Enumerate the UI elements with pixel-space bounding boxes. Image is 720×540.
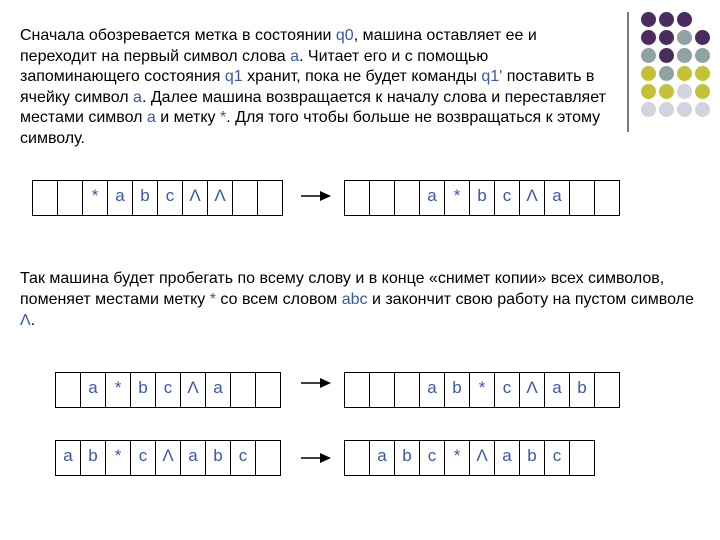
highlighted-term: a bbox=[146, 109, 156, 126]
tape-cell: b bbox=[205, 440, 231, 476]
decorative-dot bbox=[659, 30, 674, 45]
tape-cell bbox=[232, 180, 258, 216]
tape-cell bbox=[569, 180, 595, 216]
decorative-dot bbox=[677, 84, 692, 99]
tape-cell: b bbox=[132, 180, 158, 216]
decorative-dot bbox=[659, 102, 674, 117]
decorative-dot bbox=[659, 66, 674, 81]
text-segment: и метку bbox=[155, 109, 220, 126]
tape-cell: Λ bbox=[519, 180, 545, 216]
tape-cell: * bbox=[444, 180, 470, 216]
decorative-dot bbox=[677, 102, 692, 117]
highlighted-term: * bbox=[219, 109, 227, 126]
tape-cell: Λ bbox=[519, 372, 545, 408]
paragraph-intro bbox=[20, 26, 610, 149]
tape-cell bbox=[594, 180, 620, 216]
tape-cell: * bbox=[105, 440, 131, 476]
text-segment: . bbox=[30, 312, 36, 329]
tape-cell bbox=[344, 440, 370, 476]
tape-cell: a bbox=[369, 440, 395, 476]
decorative-dot bbox=[695, 84, 710, 99]
decorative-dot bbox=[677, 30, 692, 45]
arrow-right-icon bbox=[300, 188, 332, 204]
tape-cell bbox=[344, 372, 370, 408]
decorative-dot bbox=[677, 66, 692, 81]
text-segment: со всем словом bbox=[215, 291, 342, 308]
highlighted-term: Λ bbox=[20, 312, 31, 329]
tape-cell: * bbox=[444, 440, 470, 476]
highlighted-term: q0 bbox=[335, 27, 354, 44]
decorative-dot bbox=[641, 102, 656, 117]
tape-cell bbox=[369, 372, 395, 408]
arrow-right-icon bbox=[300, 450, 332, 466]
tape-cell: a bbox=[544, 180, 570, 216]
tape-cell: b bbox=[569, 372, 595, 408]
tape-cell: * bbox=[469, 372, 495, 408]
tape-cell: b bbox=[394, 440, 420, 476]
tape-cell: Λ bbox=[207, 180, 233, 216]
tape-cell: * bbox=[82, 180, 108, 216]
tape-row1-after bbox=[344, 180, 620, 216]
decorative-dot bbox=[641, 66, 656, 81]
decorative-dot bbox=[695, 30, 710, 45]
tape-row3-after bbox=[344, 440, 595, 476]
tape-cell: a bbox=[419, 372, 445, 408]
tape-cell: * bbox=[105, 372, 131, 408]
decorative-dot bbox=[659, 84, 674, 99]
tape-cell: c bbox=[230, 440, 256, 476]
tape-cell: Λ bbox=[182, 180, 208, 216]
tape-row2-before bbox=[55, 372, 281, 408]
text-segment: поставить в ячейку символ bbox=[20, 68, 595, 106]
tape-row3-before bbox=[55, 440, 281, 476]
decorative-dot bbox=[677, 12, 692, 27]
decorative-dot bbox=[695, 48, 710, 63]
text-segment: Так машина будет пробегать по всему слову и в конце «снимет копии» всех символов, поменяет местами метку bbox=[20, 270, 665, 308]
paragraph-summary bbox=[20, 268, 700, 331]
tape-cell bbox=[55, 372, 81, 408]
decorative-dot bbox=[641, 30, 656, 45]
decorative-dot bbox=[695, 12, 710, 27]
text-segment: Сначала обозревается метка в состоянии bbox=[20, 27, 336, 44]
tape-cell: a bbox=[205, 372, 231, 408]
tape-row1-before bbox=[32, 180, 283, 216]
tape-cell: a bbox=[419, 180, 445, 216]
tape-cell bbox=[369, 180, 395, 216]
tape-cell bbox=[569, 440, 595, 476]
arrow-right-icon bbox=[300, 375, 332, 391]
highlighted-term: abc bbox=[341, 291, 368, 308]
tape-cell bbox=[230, 372, 256, 408]
tape-cell: a bbox=[180, 440, 206, 476]
tape-cell: a bbox=[107, 180, 133, 216]
highlighted-term: * bbox=[209, 291, 216, 308]
decorative-dot bbox=[695, 102, 710, 117]
text-segment: . Далее машина возвращается к началу слова и переставляет местами символ bbox=[20, 88, 606, 126]
highlighted-term: a bbox=[133, 88, 142, 106]
tape-cell: a bbox=[80, 372, 106, 408]
tape-cell bbox=[255, 372, 281, 408]
tape-cell: a bbox=[55, 440, 81, 476]
tape-row2-after bbox=[344, 372, 620, 408]
tape-cell: a bbox=[544, 372, 570, 408]
tape-cell: c bbox=[494, 180, 520, 216]
tape-cell: c bbox=[155, 372, 181, 408]
tape-cell bbox=[394, 372, 420, 408]
decorative-dot bbox=[695, 66, 710, 81]
tape-cell: c bbox=[157, 180, 183, 216]
tape-cell: b bbox=[80, 440, 106, 476]
tape-cell bbox=[57, 180, 83, 216]
text-segment: , машина оставляет ее и переходит на первый символ слова bbox=[20, 27, 537, 65]
tape-cell bbox=[257, 180, 283, 216]
tape-cell: c bbox=[544, 440, 570, 476]
text-segment: и закончит свою работу на пустом символе bbox=[367, 291, 694, 308]
tape-cell: Λ bbox=[155, 440, 181, 476]
decorative-dot bbox=[659, 48, 674, 63]
tape-cell bbox=[255, 440, 281, 476]
highlighted-term: q1 bbox=[224, 68, 243, 85]
highlighted-term: q1' bbox=[481, 68, 503, 85]
highlighted-term: a bbox=[290, 47, 300, 65]
tape-cell bbox=[32, 180, 58, 216]
tape-cell: b bbox=[519, 440, 545, 476]
tape-cell bbox=[594, 372, 620, 408]
text-segment: . Читает его и с помощью запоминающего состояния bbox=[20, 47, 489, 85]
tape-cell: c bbox=[494, 372, 520, 408]
tape-cell bbox=[344, 180, 370, 216]
text-segment: хранит, пока не будет команды bbox=[242, 68, 482, 85]
tape-cell: c bbox=[419, 440, 445, 476]
text-segment: . Для того чтобы больше не возвращаться к этому символу. bbox=[20, 109, 601, 147]
decorative-dot bbox=[677, 48, 692, 63]
decorative-dot bbox=[659, 12, 674, 27]
decorative-divider bbox=[627, 12, 629, 132]
decorative-dot bbox=[641, 84, 656, 99]
tape-cell: b bbox=[444, 372, 470, 408]
decorative-dot bbox=[641, 48, 656, 63]
tape-cell bbox=[394, 180, 420, 216]
decorative-dot bbox=[641, 12, 656, 27]
tape-cell: c bbox=[130, 440, 156, 476]
tape-cell: a bbox=[494, 440, 520, 476]
tape-cell: Λ bbox=[180, 372, 206, 408]
tape-cell: b bbox=[130, 372, 156, 408]
tape-cell: b bbox=[469, 180, 495, 216]
tape-cell: Λ bbox=[469, 440, 495, 476]
decorative-dot-grid bbox=[641, 12, 713, 120]
